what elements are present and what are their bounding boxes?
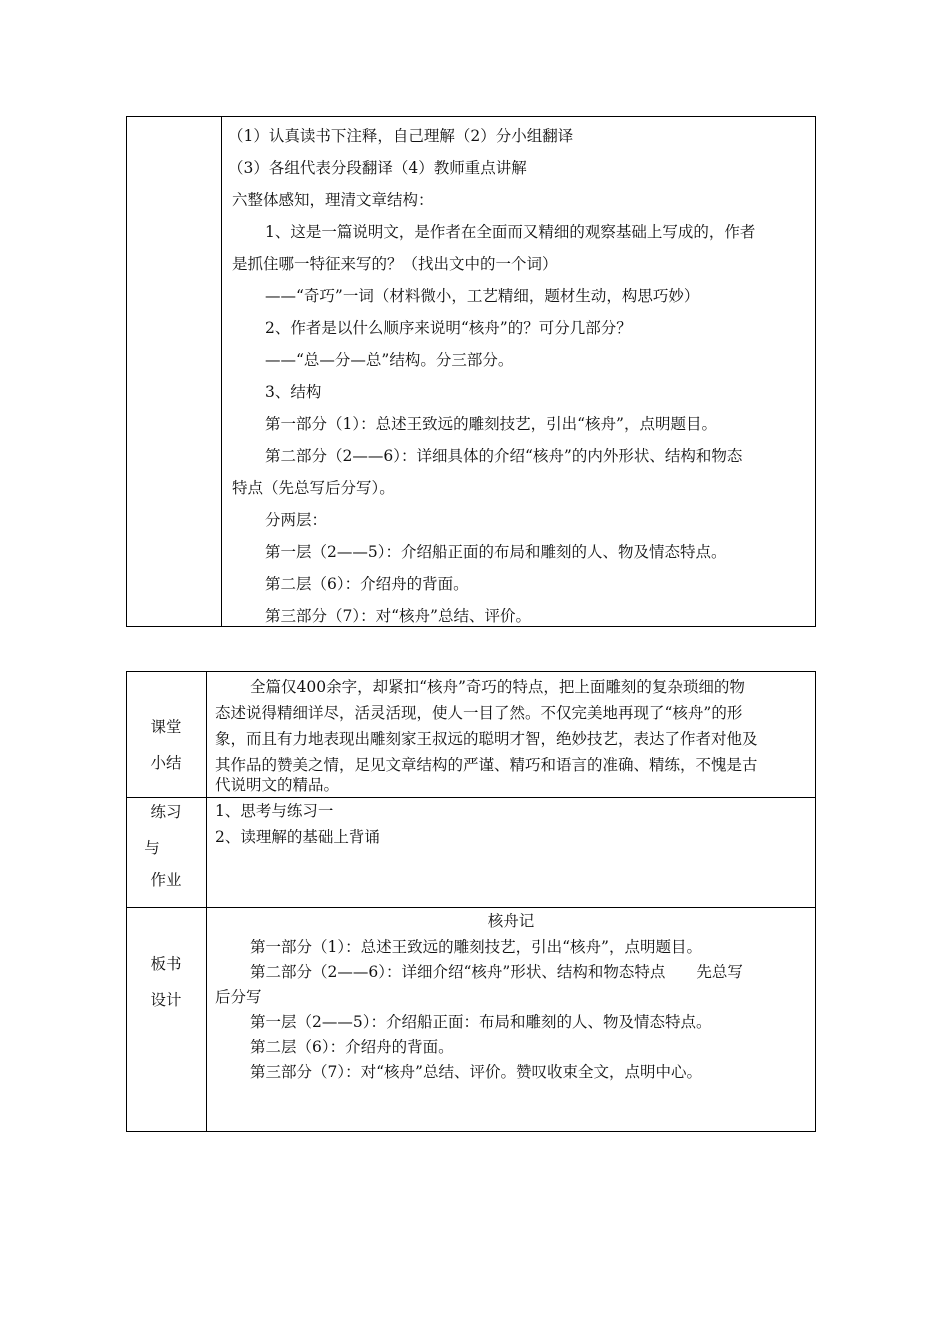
homework-label-line3: 作业 bbox=[150, 871, 182, 889]
board-line-3: 后分写 bbox=[215, 988, 262, 1006]
summary-line-5: 代说明文的精品。 bbox=[215, 776, 340, 794]
t1-line-13: 分两层： bbox=[265, 511, 328, 529]
t1-line-15: 第二层（6）：介绍舟的背面。 bbox=[265, 575, 469, 593]
t1-line-4: 1、这是一篇说明文，是作者在全面而又精细的观察基础上写成的，作者 bbox=[265, 223, 756, 241]
t1-line-6: ——“奇巧”一词（材料微小，工艺精细，题材生动，构思巧妙） bbox=[265, 287, 700, 305]
t1-line-5: 是抓住哪一特征来写的？（找出文中的一个词） bbox=[232, 255, 558, 273]
t1-line-2: （3）各组代表分段翻译（4）教师重点讲解 bbox=[228, 159, 527, 177]
summary-line-4: 其作品的赞美之情，足见文章结构的严谨、精巧和语言的准确、精练，不愧是古 bbox=[215, 756, 758, 774]
table1-column-divider bbox=[221, 116, 222, 627]
summary-line-2: 态述说得精细详尽，活灵活现，使人一目了然。不仅完美地再现了“核舟”的形 bbox=[215, 704, 743, 722]
t1-line-12: 特点（先总写后分写）。 bbox=[232, 479, 395, 497]
board-line-4: 第一层（2——5）：介绍船正面：布局和雕刻的人、物及情态特点。 bbox=[250, 1013, 712, 1031]
t1-line-10: 第一部分（1）：总述王致远的雕刻技艺，引出“核舟”，点明题目。 bbox=[265, 415, 717, 433]
summary-line-1: 全篇仅400余字，却紧扣“核舟”奇巧的特点，把上面雕刻的复杂琐细的物 bbox=[250, 678, 745, 696]
homework-label-line2: 与 bbox=[144, 839, 160, 857]
board-label-line2: 设计 bbox=[150, 991, 182, 1009]
t1-line-16: 第三部分（7）：对“核舟”总结、评价。 bbox=[265, 607, 531, 625]
board-line-1: 第一部分（1）：总述王致远的雕刻技艺，引出“核舟”，点明题目。 bbox=[250, 938, 702, 956]
board-title: 核舟记 bbox=[487, 912, 535, 930]
t1-line-9: 3、结构 bbox=[265, 383, 322, 401]
summary-label-line1: 课堂 bbox=[150, 718, 182, 736]
table2-row-divider-2 bbox=[126, 907, 816, 908]
t1-line-3: 六整体感知，理清文章结构： bbox=[232, 191, 434, 209]
t1-line-11: 第二部分（2——6）：详细具体的介绍“核舟”的内外形状、结构和物态 bbox=[265, 447, 743, 465]
homework-item-2: 2、读理解的基础上背诵 bbox=[215, 828, 380, 846]
homework-label-line1: 练习 bbox=[150, 803, 182, 821]
summary-line-3: 象，而且有力地表现出雕刻家王叔远的聪明才智，绝妙技艺，表达了作者对他及 bbox=[215, 730, 758, 748]
board-line-6: 第三部分（7）：对“核舟”总结、评价。赞叹收束全文，点明中心。 bbox=[250, 1063, 702, 1081]
table2-row-divider-1 bbox=[126, 797, 816, 798]
table2-column-divider bbox=[206, 671, 207, 1132]
board-line-2: 第二部分（2——6）：详细介绍“核舟”形状、结构和物态特点 先总写 bbox=[250, 963, 743, 981]
summary-label-line2: 小结 bbox=[150, 754, 182, 772]
homework-item-1: 1、思考与练习一 bbox=[215, 802, 334, 820]
t1-line-1: （1）认真读书下注释，自己理解（2）分小组翻译 bbox=[228, 127, 574, 145]
t1-line-7: 2、作者是以什么顺序来说明“核舟”的？可分几部分？ bbox=[265, 319, 632, 337]
board-label-line1: 板书 bbox=[150, 955, 182, 973]
t1-line-8: ——“总—分—总”结构。分三部分。 bbox=[265, 351, 514, 369]
board-line-5: 第二层（6）：介绍舟的背面。 bbox=[250, 1038, 454, 1056]
t1-line-14: 第一层（2——5）：介绍船正面的布局和雕刻的人、物及情态特点。 bbox=[265, 543, 727, 561]
